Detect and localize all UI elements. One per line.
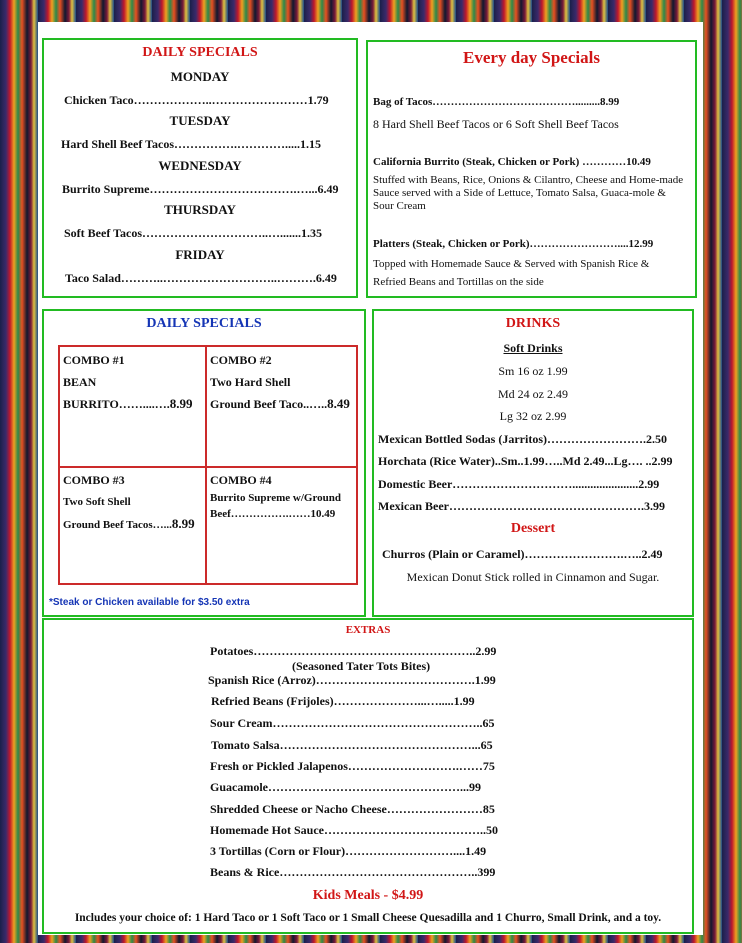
extras-box (42, 618, 694, 934)
california-burrito-line: California Burrito (Steak, Chicken or Pork) …………10.49 (373, 156, 651, 168)
combo-line: Two Soft Shell (63, 496, 131, 508)
combo-line: Burrito Supreme w/Ground (210, 492, 341, 504)
kids-meals-desc: Includes your choice of: 1 Hard Taco or 1 Soft Taco or 1 Small Cheese Quesadilla and 1 Churro, Small Drink, and a toy. (74, 912, 662, 924)
extra-item: 3 Tortillas (Corn or Flour)………………………....1.49 (210, 844, 487, 858)
platters-desc: Topped with Homemade Sauce & Served with Spanish Rice & (373, 258, 650, 270)
combo-line: Ground Beef Tacos…... (63, 519, 172, 531)
combo-line: BEAN (63, 375, 97, 389)
menu-page (38, 22, 703, 935)
churros-line: Churros (Plain or Caramel)…………………….…..2.49 (382, 547, 663, 561)
combo-note: *Steak or Chicken available for $3.50 extra (49, 597, 250, 608)
combos-box (42, 309, 366, 617)
combo-price: 8.49 (327, 396, 350, 411)
bag-of-tacos-desc: 8 Hard Shell Beef Tacos or 6 Soft Shell Beef Tacos (373, 117, 619, 131)
combos-title: DAILY SPECIALS (146, 316, 262, 331)
drink-item: Mexican Beer………………………………………….3.99 (378, 499, 665, 513)
combo-title: COMBO #1 (63, 353, 125, 367)
combo-line: Two Hard Shell (210, 375, 291, 389)
combo-1 (63, 349, 193, 415)
drink-item: Horchata (Rice Water)..Sm..1.99…..Md 2.49...Lg…. ..2.99 (378, 454, 673, 468)
extra-item: Shredded Cheese or Nacho Cheese……………………85 (210, 802, 495, 816)
daily-specials-title: DAILY SPECIALS (142, 45, 258, 60)
combo-2 (210, 349, 350, 415)
day-label: MONDAY (170, 69, 230, 84)
day-label: THURSDAY (164, 202, 236, 217)
combo-line: Ground Beef Taco..….. (210, 397, 328, 411)
bag-of-tacos-line: Bag of Tacos………………………………….........8.99 (373, 96, 620, 108)
combo-3 (63, 469, 195, 536)
drink-size: Md 24 oz 2.49 (498, 387, 568, 401)
day-item: Chicken Taco………………..……………………1.79 (64, 93, 329, 107)
extra-item: Tomato Salsa…………………………………………...65 (211, 738, 493, 752)
drinks-box (372, 309, 694, 617)
combo-price: 8.99 (171, 516, 195, 531)
platters-desc: Refried Beans and Tortillas on the side (373, 276, 544, 288)
extras-title: EXTRAS (345, 624, 391, 636)
combo-4 (210, 469, 341, 523)
day-label: TUESDAY (169, 113, 231, 128)
daily-specials-box (42, 38, 358, 298)
extra-item: Guacamole…………………………………………...99 (210, 780, 481, 794)
drink-item: Domestic Beer…………………………......................2.99 (378, 477, 660, 491)
day-item: Taco Salad………..………………………..……….6.49 (65, 271, 337, 285)
day-label: WEDNESDAY (158, 158, 242, 173)
kids-meals-title: Kids Meals - $4.99 (312, 888, 424, 903)
churros-desc: Mexican Donut Stick rolled in Cinnamon and Sugar. (406, 570, 660, 584)
dessert-title: Dessert (510, 521, 556, 536)
combo-grid (58, 345, 358, 585)
drink-item: Mexican Bottled Sodas (Jarritos)…………………….2.50 (378, 432, 667, 446)
everyday-specials-title: Every day Specials (463, 48, 600, 67)
everyday-specials-box (366, 40, 697, 298)
extra-item: Beans & Rice…………………………………………..399 (210, 865, 496, 879)
drink-size: Sm 16 oz 1.99 (498, 364, 568, 378)
day-item: Soft Beef Tacos…………………………..….......1.35 (64, 226, 322, 240)
combo-title: COMBO #2 (210, 353, 272, 367)
extra-item: Refried Beans (Frijoles)…………………...….....1.99 (211, 694, 475, 708)
combo-line: BURRITO……....…. (63, 397, 170, 411)
california-burrito-desc: Stuffed with Beans, Rice, Onions & Cilantro, Cheese and Home-made Sauce served with a Side of Lettuce, Tomato Salsa, Guaca-mole & Sour Cream (373, 174, 684, 212)
day-label: FRIDAY (175, 247, 225, 262)
extra-item: Spanish Rice (Arroz)………………………………….1.99 (208, 673, 496, 687)
combo-title: COMBO #3 (63, 473, 125, 487)
drink-size: Lg 32 oz 2.99 (499, 409, 567, 423)
platters-line: Platters (Steak, Chicken or Pork)……………………....12.99 (373, 238, 654, 250)
day-item: Hard Shell Beef Tacos…………….………….....1.15 (61, 137, 322, 151)
extra-item: (Seasoned Tater Tots Bites) (292, 659, 431, 673)
combo-line: Beef…………….……10.49 (210, 508, 336, 520)
drinks-title: DRINKS (505, 316, 561, 331)
extra-item: Potatoes………………………………………………..2.99 (210, 644, 497, 658)
extra-item: Fresh or Pickled Jalapenos……………………….……75 (210, 759, 495, 773)
soft-drinks-title: Soft Drinks (503, 341, 563, 355)
day-item: Burrito Supreme……………………………….…...6.49 (62, 182, 339, 196)
combo-price: 8.99 (169, 396, 193, 411)
combo-title: COMBO #4 (210, 473, 272, 487)
extra-item: Homemade Hot Sauce…………………………………..50 (210, 823, 498, 837)
extra-item: Sour Cream……………………………………………..65 (210, 716, 495, 730)
